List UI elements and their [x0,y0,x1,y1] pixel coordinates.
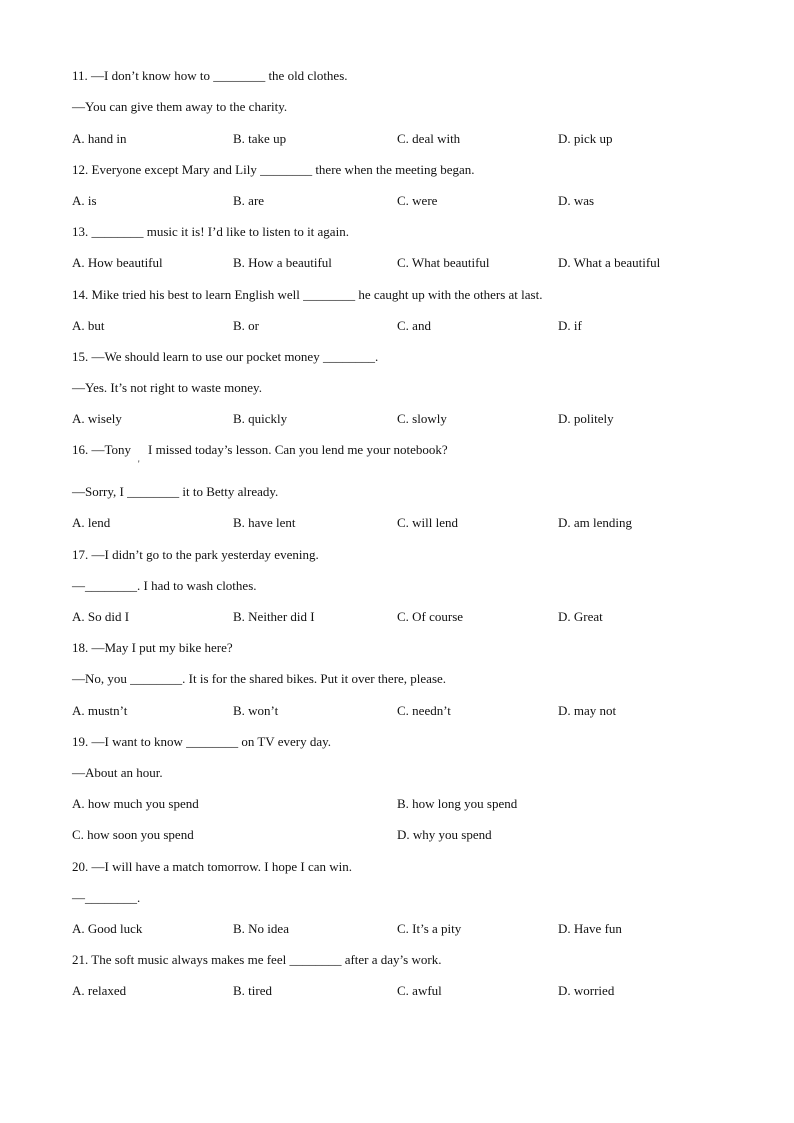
q19-stem: 19. —I want to know ________ on TV every day. [72,734,332,749]
q13-stem: 13. ________ music it is! I’d like to listen to it again. [72,224,349,239]
q14-option-b: B. or [233,318,259,333]
q16-stem: 16. —Tony [72,442,132,457]
q18-option-a: A. mustn’t [72,703,128,718]
q12-stem: 12. Everyone except Mary and Lily ________ there when the meeting began. [72,162,475,177]
q11-option-a: A. hand in [72,131,127,146]
q16-option-d: D. am lending [558,515,633,530]
q21-option-a: A. relaxed [72,983,127,998]
q18-option-c: C. needn’t [397,703,451,718]
q18-option-b: B. won’t [233,703,279,718]
q11-stem: 11. —I don’t know how to ________ the old clothes. [72,68,348,83]
q17-reply: —________. I had to wash clothes. [72,578,257,593]
q21-stem: 21. The soft music always makes me feel ________ after a day’s work. [72,952,442,967]
q13-option-a: A. How beautiful [72,255,163,270]
q18-option-d: D. may not [558,703,617,718]
q20-option-b: B. No idea [233,921,289,936]
q17-option-d: D. Great [558,609,603,624]
q20-option-c: C. It’s a pity [397,921,462,936]
q15-option-a: A. wisely [72,411,122,426]
q13-option-c: C. What beautiful [397,255,490,270]
q19-option-d: D. why you spend [397,827,492,842]
q14-option-d: D. if [558,318,582,333]
q16-stray-mark: ' [138,459,140,469]
q12-option-c: C. were [397,193,438,208]
q17-stem: 17. —I didn’t go to the park yesterday evening. [72,547,319,562]
q11-option-d: D. pick up [558,131,613,146]
q11-option-c: C. deal with [397,131,461,146]
q20-reply: —________. [72,890,141,905]
q18-stem: 18. —May I put my bike here? [72,640,233,655]
q14-option-c: C. and [397,318,431,333]
q19-option-a: A. how much you spend [72,796,199,811]
q11-option-b: B. take up [233,131,287,146]
q15-reply: —Yes. It’s not right to waste money. [72,380,262,395]
q12-option-b: B. are [233,193,265,208]
q19-option-c: C. how soon you spend [72,827,194,842]
q15-option-b: B. quickly [233,411,288,426]
q16-option-b: B. have lent [233,515,296,530]
q15-option-c: C. slowly [397,411,447,426]
q19-option-b: B. how long you spend [397,796,518,811]
q19-reply: —About an hour. [72,765,163,780]
q15-option-d: D. politely [558,411,614,426]
q17-option-b: B. Neither did I [233,609,315,624]
q13-option-d: D. What a beautiful [558,255,661,270]
q21-option-c: C. awful [397,983,442,998]
q21-option-b: B. tired [233,983,272,998]
q18-reply: —No, you ________. It is for the shared bikes. Put it over there, please. [72,671,447,686]
q16-stem-rest: I missed today’s lesson. Can you lend me your notebook? [148,442,448,457]
q15-stem: 15. —We should learn to use our pocket money ________. [72,349,379,364]
q14-option-a: A. but [72,318,105,333]
q20-option-d: D. Have fun [558,921,622,936]
q21-option-d: D. worried [558,983,615,998]
q16-reply: —Sorry, I ________ it to Betty already. [72,484,279,499]
q16-option-c: C. will lend [397,515,459,530]
q13-option-b: B. How a beautiful [233,255,332,270]
q12-option-a: A. is [72,193,97,208]
q17-option-a: A. So did I [72,609,130,624]
q12-option-d: D. was [558,193,595,208]
q20-stem: 20. —I will have a match tomorrow. I hope I can win. [72,859,353,874]
q16-option-a: A. lend [72,515,111,530]
q14-stem: 14. Mike tried his best to learn English well ________ he caught up with the others at last. [72,287,543,302]
q20-option-a: A. Good luck [72,921,143,936]
q17-option-c: C. Of course [397,609,464,624]
q11-reply: —You can give them away to the charity. [72,99,288,114]
